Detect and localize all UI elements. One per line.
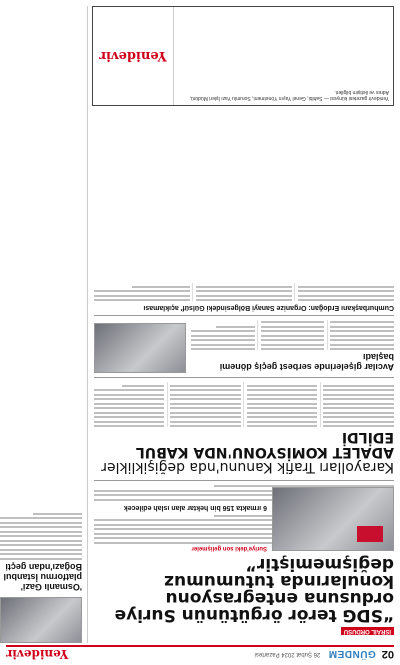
issue-date: 26 Şubat 2024 Pazartesi xyxy=(254,651,321,657)
lead-subhead-2: 6 ırmakta 156 bin hektar alan ıslah edilecek xyxy=(123,504,267,511)
section-label: GÜNDEM xyxy=(328,648,376,660)
sidebar-column xyxy=(0,6,88,643)
imprint-text: Yenidevir gazetesi künyesi — Sahibi, Genel Yayın Yönetmeni, Sorumlu Yazı İşleri Müdürü, Adres ve iletişim bilgileri. xyxy=(189,89,389,101)
imprint-logo: Yenidevir xyxy=(99,48,167,64)
section-body xyxy=(94,383,394,428)
story-3-headline: Avcılar gişelerinde serbest geçiş dönemi başladı xyxy=(219,352,394,373)
lead-photo xyxy=(272,487,394,551)
page-number: 02 xyxy=(381,648,394,660)
section-headline-light: Karayolları Trafik Kanunu'nda değişiklikler xyxy=(101,459,394,476)
story-3-body xyxy=(191,321,394,351)
section-headline xyxy=(94,430,394,475)
story-4-body xyxy=(94,284,394,302)
divider xyxy=(94,316,394,317)
imprint-logo-area xyxy=(93,7,174,105)
lead-subhead-1: Suriye'deki son gelişmeler xyxy=(191,545,267,551)
imprint-box xyxy=(92,6,394,106)
section-headline-bold: ADALET KOMİSYONU'NDA KABUL EDİLDİ xyxy=(135,429,394,461)
divider xyxy=(94,378,394,379)
divider xyxy=(94,481,394,482)
main-column xyxy=(94,284,394,644)
story-4-headline: Cumhurbaşkanı Erdoğan: Organize Sanayi Bölgesindeki Gülsüf' açıklaması xyxy=(143,304,394,312)
newspaper-logo: Yenidevir xyxy=(6,647,69,661)
masthead xyxy=(6,645,394,661)
story-3-photo xyxy=(94,324,186,374)
sidebar-body-1 xyxy=(0,0,82,560)
lead-kicker: İSRAİL ORDUSU xyxy=(341,627,394,635)
lead-headline: “SDG terör örgütünün Suriye ordusuna entegrasyonu konularında tutumumuz değişmemiştir” xyxy=(114,554,394,625)
sidebar-photo xyxy=(0,597,82,643)
sidebar-headline-1: 'Osmanlı Gazi' platformu İstanbul Boğazı'ndan geçti xyxy=(3,562,82,592)
